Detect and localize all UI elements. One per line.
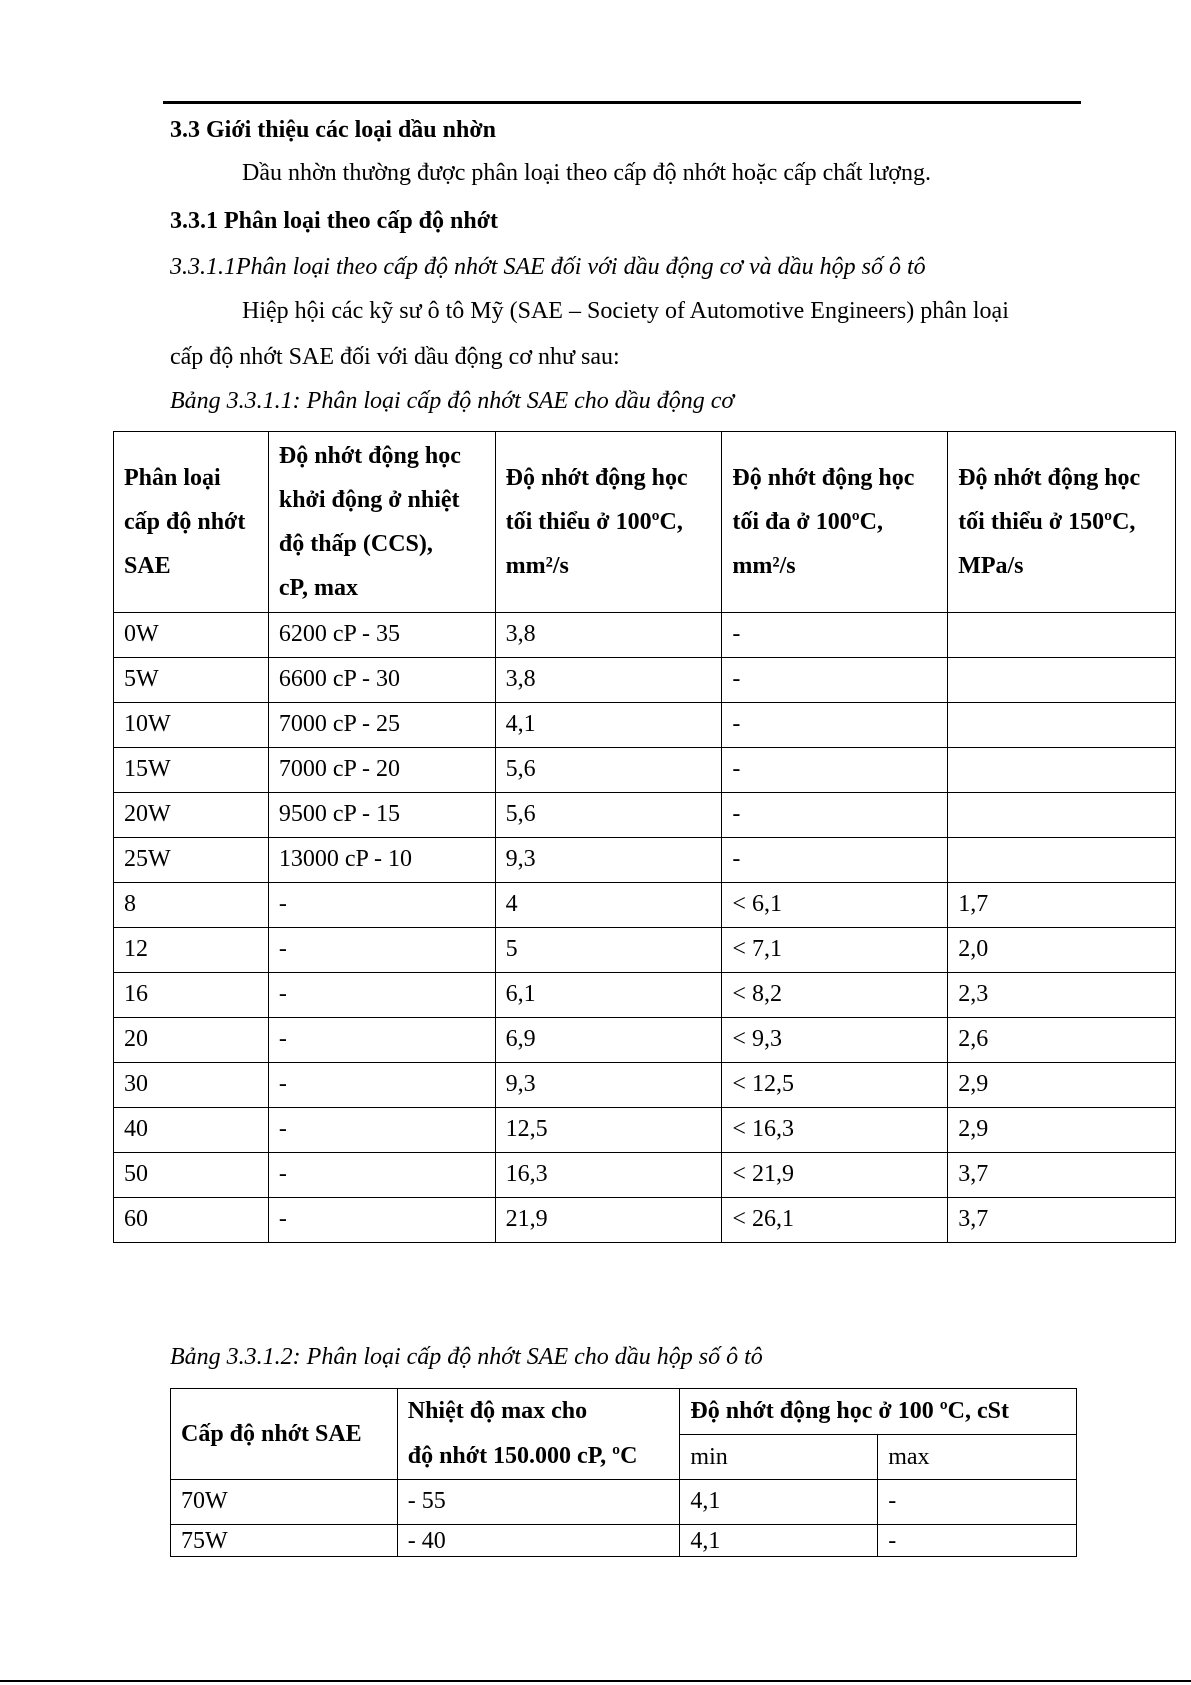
table-cell: < 12,5 [722,1063,948,1108]
table-cell [948,658,1176,703]
table1-caption: Bảng 3.3.1.1: Phân loại cấp độ nhớt SAE cho dầu động cơ [170,388,735,414]
table-cell: - 55 [397,1480,680,1525]
table-row [114,658,1176,703]
table-cell: - [268,1198,495,1243]
table1-header-cell: Độ nhớt động học tối thiểu ở 100ºC, mm²/s [495,432,722,613]
table-row [114,1198,1176,1243]
table-cell: 0W [114,613,269,658]
table-cell: 20W [114,793,269,838]
table-cell: 13000 cP - 10 [268,838,495,883]
table-cell: - [268,1063,495,1108]
table-cell: 2,3 [948,973,1176,1018]
sae-engine-oil-table [113,431,1176,1243]
table-row [114,703,1176,748]
table-cell: 12,5 [495,1108,722,1153]
table-cell: 5,6 [495,793,722,838]
table-cell: - [268,973,495,1018]
table-cell: 10W [114,703,269,748]
table-row [171,1480,1077,1525]
table2-caption: Bảng 3.3.1.2: Phân loại cấp độ nhớt SAE cho dầu hộp số ô tô [170,1344,763,1370]
table-cell [948,613,1176,658]
table-cell: < 21,9 [722,1153,948,1198]
section-heading: 3.3 Giới thiệu các loại dầu nhờn [170,117,496,143]
table-cell: < 6,1 [722,883,948,928]
table-cell: 5 [495,928,722,973]
table-cell: 3,7 [948,1198,1176,1243]
table-cell: 6,1 [495,973,722,1018]
table-cell: - [268,1108,495,1153]
table1-header-cell: Độ nhớt động học khởi động ở nhiệt độ thấp (CCS), cP, max [268,432,495,613]
footer-rule [0,1680,1191,1682]
table-cell: < 7,1 [722,928,948,973]
table-cell [948,838,1176,883]
table-cell: 9500 cP - 15 [268,793,495,838]
table-row [114,1063,1176,1108]
table-row [114,883,1176,928]
table-cell: - 40 [397,1525,680,1557]
table-cell: 70W [171,1480,398,1525]
table-cell: 6,9 [495,1018,722,1063]
table-cell: 16,3 [495,1153,722,1198]
table-row [114,838,1176,883]
table-row [171,1525,1077,1557]
table-cell: - [268,928,495,973]
table-cell: 9,3 [495,838,722,883]
table2-subheader-max: max [878,1434,1077,1480]
table-cell: - [268,1153,495,1198]
table1-header-cell: Phân loại cấp độ nhớt SAE [114,432,269,613]
table-cell: 40 [114,1108,269,1153]
table-cell: 2,6 [948,1018,1176,1063]
table-cell: < 16,3 [722,1108,948,1153]
table2-header-row [171,1389,1077,1435]
table-cell: - [268,883,495,928]
table-cell [948,793,1176,838]
table-cell: 7000 cP - 20 [268,748,495,793]
table-cell: 4 [495,883,722,928]
table-cell: 2,9 [948,1108,1176,1153]
sae-gear-oil-table [170,1388,1077,1557]
table-cell: < 8,2 [722,973,948,1018]
table-row [114,973,1176,1018]
table-cell: 4,1 [680,1525,878,1557]
table1-header-cell: Độ nhớt động học tối thiểu ở 150ºC, MPa/s [948,432,1176,613]
table-cell: 3,8 [495,658,722,703]
sub-sub-heading: 3.3.1.1Phân loại theo cấp độ nhớt SAE đối với dầu động cơ và dầu hộp số ô tô [170,254,926,280]
table-cell: 15W [114,748,269,793]
table-cell: 2,0 [948,928,1176,973]
paragraph-line-1: Hiệp hội các kỹ sư ô tô Mỹ (SAE – Society of Automotive Engineers) phân loại [242,298,1009,324]
table2-header-temp: Nhiệt độ max cho độ nhớt 150.000 cP, ºC [397,1389,680,1480]
table-cell: - [722,793,948,838]
table-cell: - [722,613,948,658]
table-row [114,748,1176,793]
table-cell: 5W [114,658,269,703]
table-row [114,1153,1176,1198]
table-cell: 3,7 [948,1153,1176,1198]
table-cell: 30 [114,1063,269,1108]
table-cell: 9,3 [495,1063,722,1108]
table-row [114,1018,1176,1063]
table-cell: < 26,1 [722,1198,948,1243]
table-cell: 50 [114,1153,269,1198]
table-cell: 7000 cP - 25 [268,703,495,748]
table-cell [948,703,1176,748]
table-cell: 2,9 [948,1063,1176,1108]
table-cell: 1,7 [948,883,1176,928]
table-cell: - [722,838,948,883]
table-cell: 5,6 [495,748,722,793]
table-cell [948,748,1176,793]
table2-header-viscosity: Độ nhớt động học ở 100 ºC, cSt [680,1389,1077,1435]
header-rule [163,101,1081,104]
table-cell: 12 [114,928,269,973]
table-cell: 4,1 [495,703,722,748]
table-cell: - [878,1525,1077,1557]
table-cell: < 9,3 [722,1018,948,1063]
table2-header-sae: Cấp độ nhớt SAE [171,1389,398,1480]
table-row [114,613,1176,658]
intro-text: Dầu nhờn thường được phân loại theo cấp độ nhớt hoặc cấp chất lượng. [242,160,931,186]
table-cell: 8 [114,883,269,928]
table1-header-row [114,432,1176,613]
table-cell: - [722,748,948,793]
table-cell: 21,9 [495,1198,722,1243]
table-cell: 6200 cP - 35 [268,613,495,658]
table-cell: 6600 cP - 30 [268,658,495,703]
table-cell: 20 [114,1018,269,1063]
table-cell: 4,1 [680,1480,878,1525]
table-row [114,793,1176,838]
table-cell: 16 [114,973,269,1018]
table-cell: 25W [114,838,269,883]
table-cell: - [878,1480,1077,1525]
table-row [114,1108,1176,1153]
table2-subheader-min: min [680,1434,878,1480]
table1-header-cell: Độ nhớt động học tối đa ở 100ºC, mm²/s [722,432,948,613]
table-cell: 60 [114,1198,269,1243]
sub-heading: 3.3.1 Phân loại theo cấp độ nhớt [170,208,499,234]
table-cell: - [722,658,948,703]
table-cell: 3,8 [495,613,722,658]
table-cell: - [722,703,948,748]
paragraph-line-2: cấp độ nhớt SAE đối với dầu động cơ như sau: [170,344,620,370]
table-cell: - [268,1018,495,1063]
table-row [114,928,1176,973]
table-cell: 75W [171,1525,398,1557]
